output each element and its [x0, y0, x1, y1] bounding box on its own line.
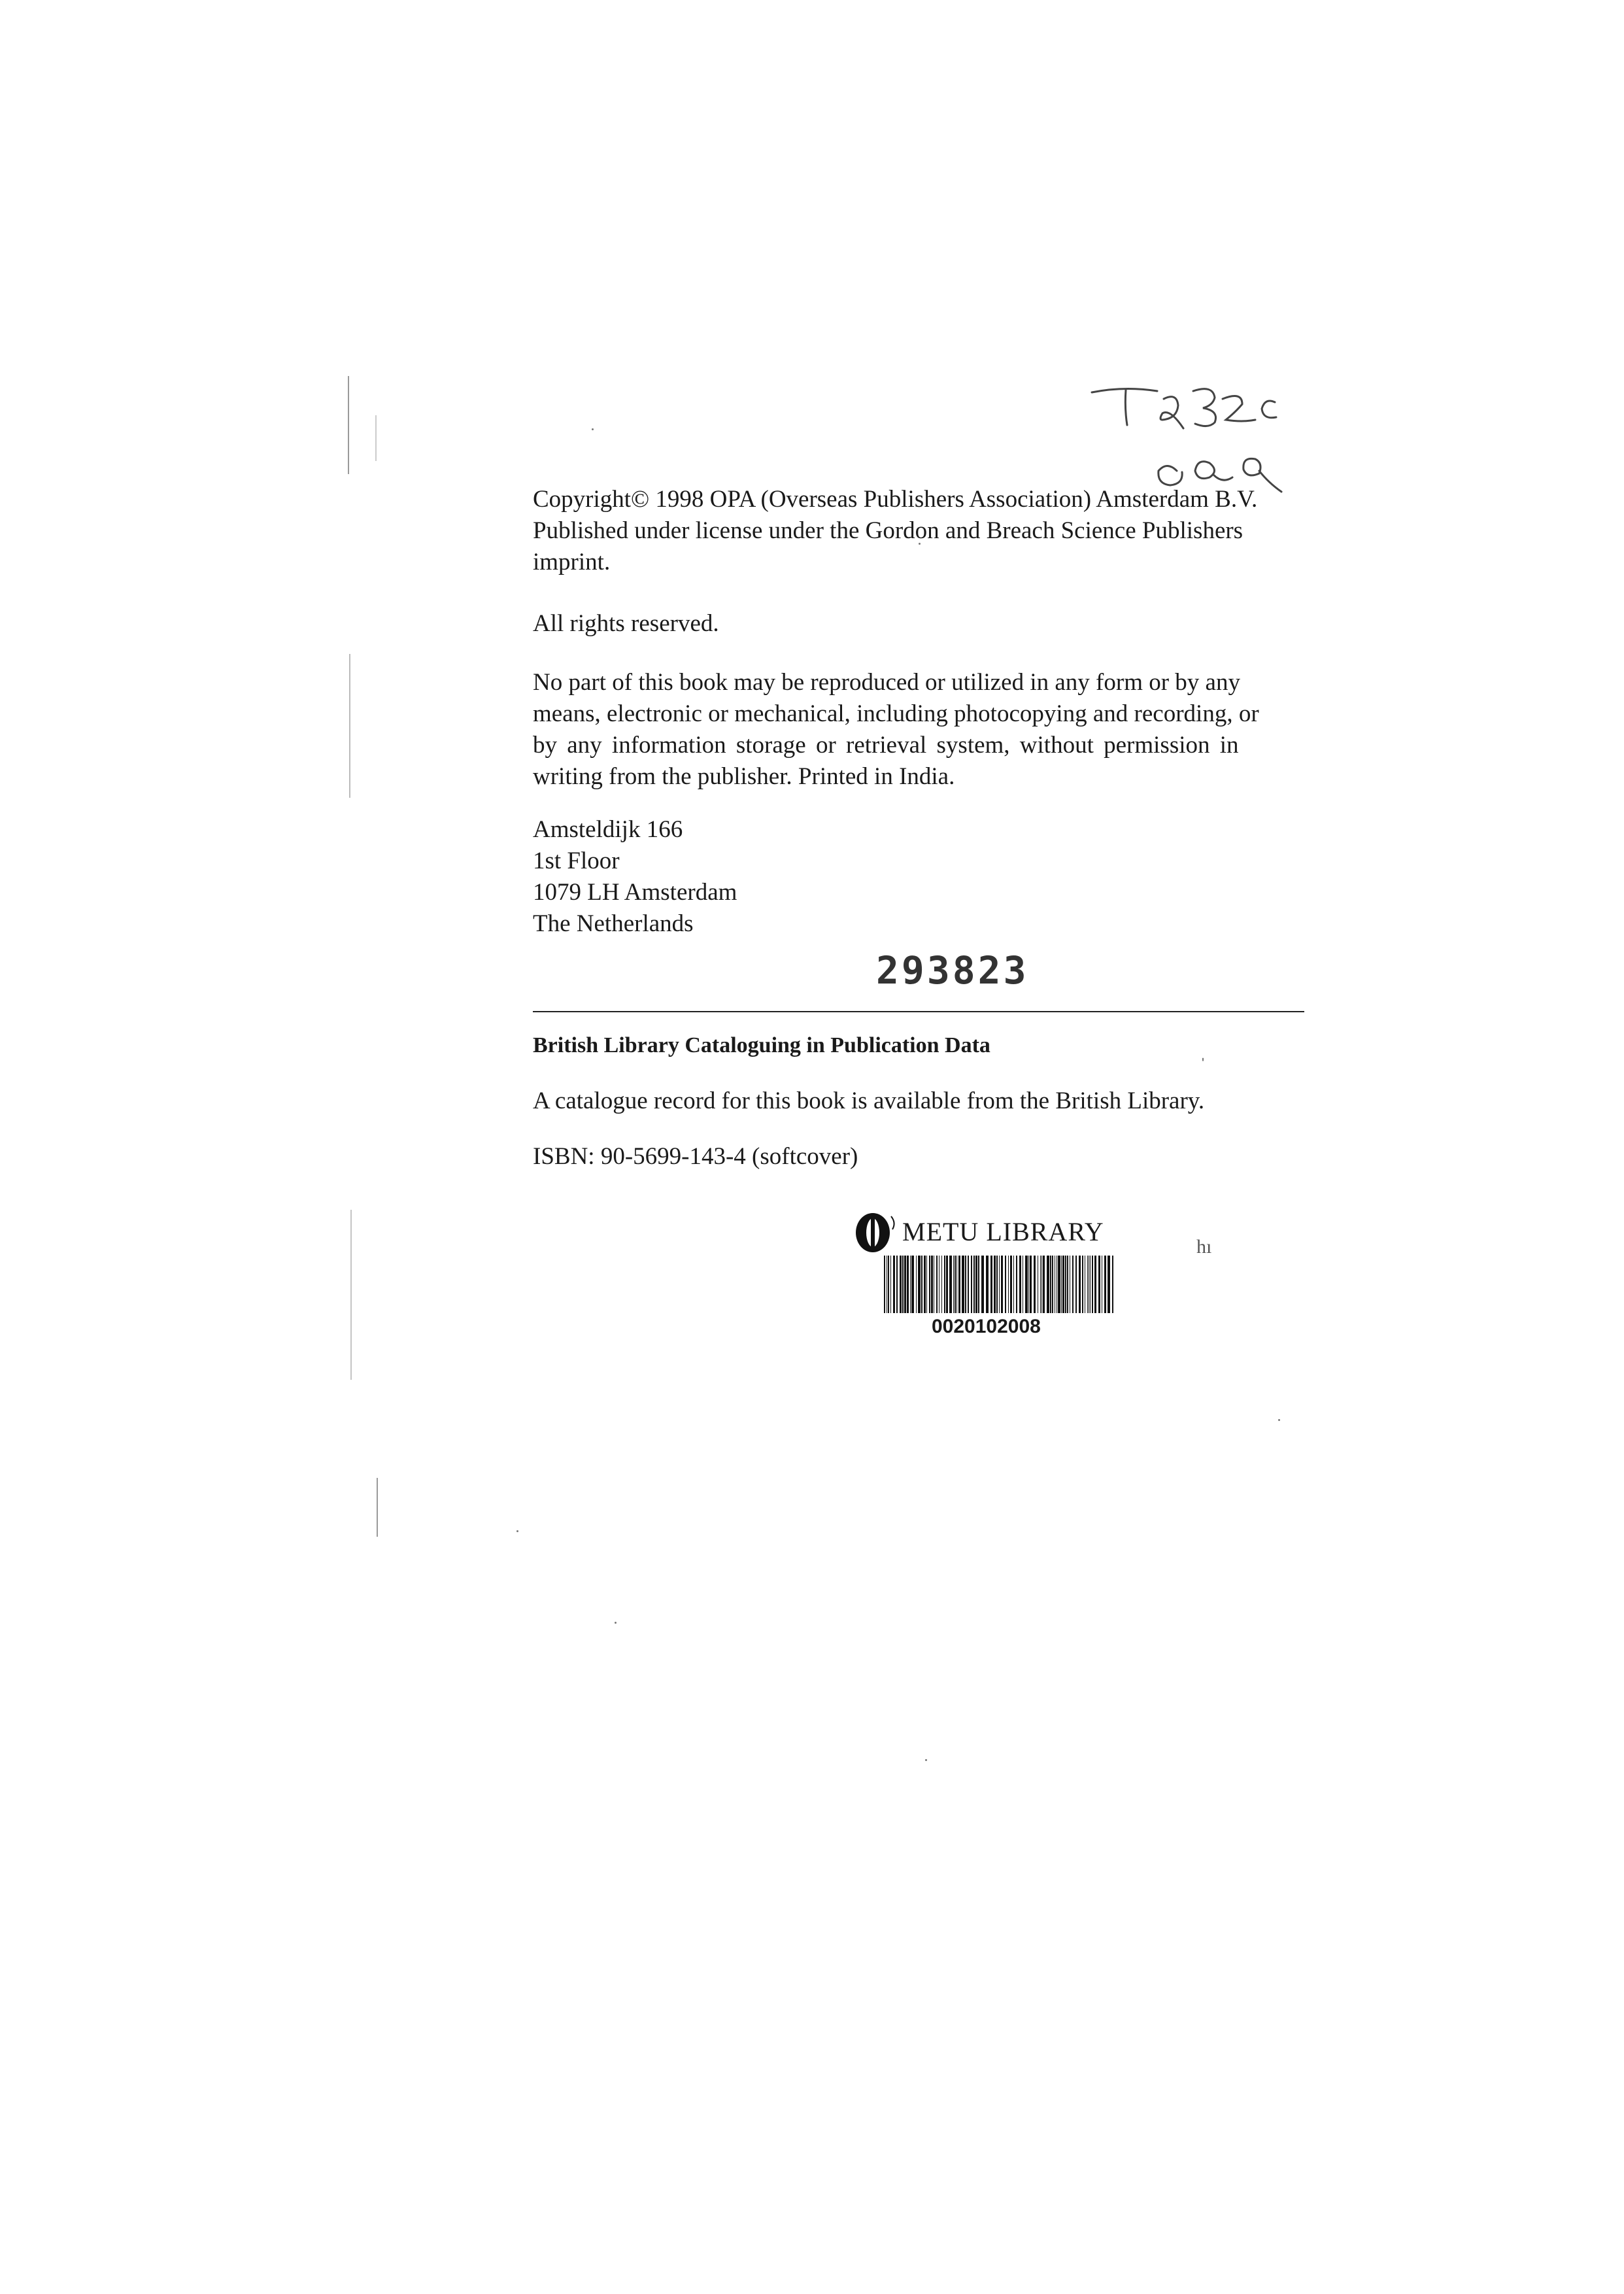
reproduction-line-2: means, electronic or mechanical, including photocopying and recording, or [533, 700, 1259, 727]
barcode-bar [911, 1256, 914, 1313]
scan-speck [615, 1622, 617, 1624]
barcode-bar [916, 1256, 917, 1313]
address-line-3: 1079 LH Amsterdam [533, 879, 737, 906]
barcode-bar [953, 1256, 954, 1313]
barcode-bar [981, 1256, 984, 1313]
barcode-bar [1043, 1256, 1045, 1313]
barcode-bar [910, 1256, 911, 1313]
barcode-bar [1079, 1256, 1081, 1313]
barcode-bar [1016, 1256, 1017, 1313]
scan-edge-line [350, 1210, 352, 1380]
barcode-bar [946, 1256, 948, 1313]
scan-speck [516, 1530, 518, 1532]
rights-statement: All rights reserved. [533, 610, 719, 637]
barcode-bar [1104, 1256, 1106, 1313]
barcode-bar [1019, 1256, 1021, 1313]
barcode-bar [1090, 1256, 1091, 1313]
barcode-bar [965, 1256, 966, 1313]
barcode-bar [888, 1256, 889, 1313]
divider-rule [533, 1011, 1304, 1012]
barcode-bar [1034, 1256, 1036, 1313]
cip-record: A catalogue record for this book is available from the British Library. [533, 1087, 1205, 1114]
barcode-bar [902, 1256, 904, 1313]
barcode-bar [1092, 1256, 1093, 1313]
library-barcode-stamp [853, 1216, 1141, 1347]
barcode-bar [890, 1256, 891, 1313]
scan-speck [592, 428, 594, 430]
isbn: ISBN: 90-5699-143-4 (softcover) [533, 1143, 858, 1170]
barcode-bar [1008, 1256, 1009, 1313]
barcode-bar [1005, 1256, 1006, 1313]
barcode-bar [955, 1256, 956, 1313]
barcode-bar [941, 1256, 942, 1313]
barcode-bar [904, 1256, 906, 1313]
scan-edge-line [349, 654, 350, 798]
barcode-bar [999, 1256, 1000, 1313]
copyright-line-1: Copyright© 1998 OPA (Overseas Publishers Association) Amsterdam B.V. [533, 486, 1258, 513]
barcode-bar [1065, 1256, 1066, 1313]
barcode-bar [1050, 1256, 1051, 1313]
cip-heading: British Library Cataloguing in Publication Data [533, 1033, 990, 1057]
barcode-bar [968, 1256, 969, 1313]
barcode-bar [1028, 1256, 1029, 1313]
barcode-bar [949, 1256, 952, 1313]
barcode-bar [896, 1256, 898, 1313]
library-label: METU LIBRARY [902, 1217, 1104, 1246]
barcode-bar [973, 1256, 975, 1313]
barcode-bar [924, 1256, 926, 1313]
barcode [883, 1256, 1118, 1314]
barcode-bar [1013, 1256, 1014, 1313]
address-line-4: The Netherlands [533, 910, 694, 937]
reproduction-notice [533, 667, 1259, 793]
stray-mark: ˌ [1200, 1040, 1206, 1061]
barcode-number: 0020102008 [932, 1316, 1041, 1337]
barcode-bar [1098, 1256, 1100, 1313]
barcode-bar [1025, 1256, 1028, 1313]
barcode-bar [956, 1256, 957, 1313]
barcode-bar [971, 1256, 972, 1313]
barcode-bar [918, 1256, 921, 1313]
accession-number-stamp: 293823 [876, 948, 1029, 993]
barcode-bar [962, 1256, 964, 1313]
address-line-1: Amsteldijk 166 [533, 816, 683, 843]
scan-edge-line [375, 415, 377, 461]
copyright-line-3: imprint. [533, 549, 611, 575]
barcode-bar [1094, 1256, 1096, 1313]
barcode-bar [1072, 1256, 1074, 1313]
reproduction-line-3: by any information storage or retrieval system, without permission in [533, 732, 1239, 759]
barcode-bar [1087, 1256, 1088, 1313]
scan-speck [1278, 1419, 1280, 1421]
barcode-bar [1001, 1256, 1003, 1313]
barcode-bar [996, 1256, 998, 1313]
barcode-bar [975, 1256, 977, 1313]
publisher-address [533, 814, 737, 940]
barcode-bar [1075, 1256, 1077, 1313]
barcode-bar [958, 1256, 960, 1313]
barcode-bar [1052, 1256, 1053, 1313]
barcode-bar [921, 1256, 922, 1313]
barcode-bar [1041, 1256, 1042, 1313]
barcode-bar [884, 1256, 885, 1313]
barcode-bar [1040, 1256, 1041, 1313]
stray-mark: hı [1196, 1236, 1212, 1258]
barcode-bar [931, 1256, 933, 1313]
copyright-block [533, 484, 1257, 578]
barcode-bar [1010, 1256, 1012, 1313]
barcode-bar [1082, 1256, 1083, 1313]
barcode-bar [1061, 1256, 1062, 1313]
barcode-bar [1062, 1256, 1064, 1313]
barcode-bar [900, 1256, 902, 1313]
reproduction-line-1: No part of this book may be reproduced or utilized in any form or by any [533, 669, 1240, 696]
barcode-bar [1047, 1256, 1049, 1313]
barcode-bar [1030, 1256, 1032, 1313]
barcode-bar [926, 1256, 927, 1313]
barcode-bar [944, 1256, 945, 1313]
barcode-bar [929, 1256, 930, 1313]
barcode-bar [990, 1256, 992, 1313]
barcode-bar [986, 1256, 989, 1313]
barcode-bar [936, 1256, 938, 1313]
address-line-2: 1st Floor [533, 847, 620, 874]
barcode-bar [994, 1256, 996, 1313]
scan-edge-line [377, 1478, 378, 1537]
barcode-bar [1058, 1256, 1060, 1313]
barcode-bar [978, 1256, 979, 1313]
barcode-bar [1108, 1256, 1110, 1313]
reproduction-line-4: writing from the publisher. Printed in India. [533, 763, 955, 790]
barcode-bar [1067, 1256, 1068, 1313]
barcode-bar [1112, 1256, 1113, 1313]
scan-speck [925, 1759, 927, 1761]
scan-edge-line [348, 376, 349, 474]
library-logo-icon [853, 1210, 899, 1256]
copyright-line-2: Published under license under the Gordon and Breach Science Publishers [533, 517, 1243, 544]
barcode-bar [907, 1256, 909, 1313]
barcode-bar [893, 1256, 895, 1313]
